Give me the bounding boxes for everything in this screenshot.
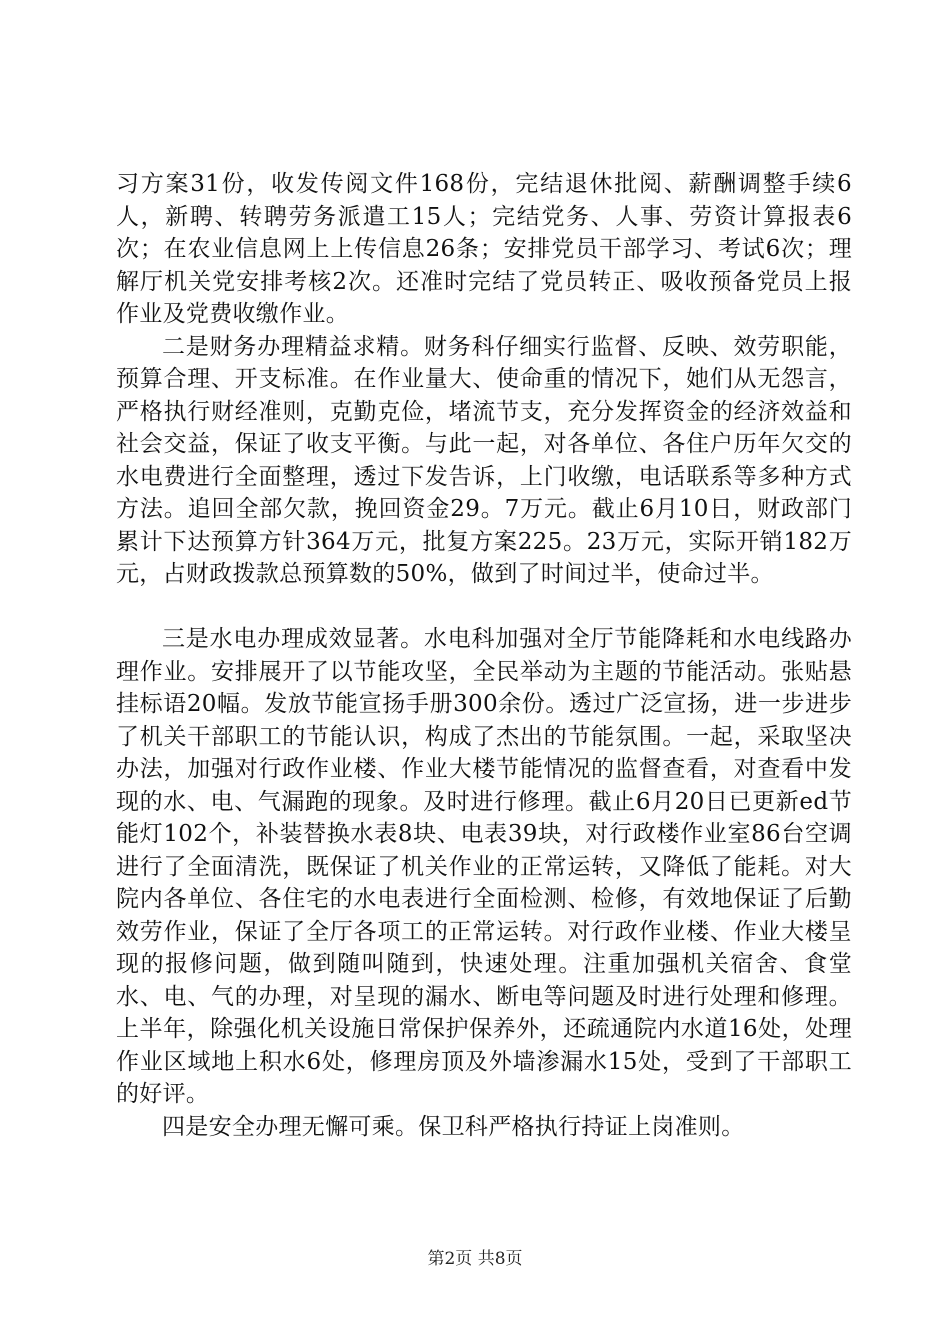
paragraph-gap [116,591,852,624]
page-footer: 第2页 共8页 [427,1249,523,1269]
paragraph-utilities: 三是水电办理成效显著。水电科加强对全厅节能降耗和水电线路办理作业。安排展开了以节能攻坚，全民举动为主题的节能活动。张贴悬挂标语20幅。发放节能宣扬手册300余份。透过广泛宣扬，进一步进步了机关干部职工的节能认识，构成了杰出的节能氛围。一起，采取坚决办法，加强对行政作业楼、作业大楼节能情况的监督查看，对查看中发现的水、电、气漏跑的现象。及时进行修理。截止6月20日已更新ed节能灯102个，补装替换水表8块、电表39块，对行政楼作业室86台空调进行了全面清洗，既保证了机关作业的正常运转，又降低了能耗。对大院内各单位、各住宅的水电表进行全面检测、检修，有效地保证了后勤效劳作业，保证了全厅各项工的正常运转。对行政作业楼、作业大楼呈现的报修问题，做到随叫随到，快速处理。注重加强机关宿舍、食堂水、电、气的办理，对呈现的漏水、断电等问题及时进行处理和修理。上半年，除强化机关设施日常保护保养外，还疏通院内水道16处，处理作业区域地上积水6处，修理房顶及外墙渗漏水15处，受到了干部职工的好评。 [116,626,852,1107]
document-body [116,168,852,1143]
paragraph-security: 四是安全办理无懈可乘。保卫科严格执行持证上岗准则。 [162,1113,745,1140]
paragraph-continuation: 习方案31份，收发传阅文件168份，完结退休批阅、薪酬调整手续6人，新聘、转聘劳务派遣工15人；完结党务、人事、劳资计算报表6次；在农业信息网上上传信息26条；安排党员干部学习、考试6次；理解厅机关党安排考核2次。还准时完结了党员转正、吸收预备党员上报作业及党费收缴作业。 [116,171,852,327]
paragraph-finance: 二是财务办理精益求精。财务科仔细实行监督、反映、效劳职能，预算合理、开支标准。在作业量大、使命重的情况下，她们从无怨言，严格执行财经准则，克勤克俭，堵流节支，充分发挥资金的经济效益和社会交益，保证了收支平衡。与此一起，对各单位、各住户历年欠交的水电费进行全面整理，透过下发告诉，上门收缴，电话联系等多种方式方法。追回全部欠款，挽回资金29。7万元。截止6月10日，财政部门累计下达预算方针364万元，批复方案225。23万元，实际开销182万元，占财政拨款总预算数的50%，做到了时间过半，使命过半。 [116,333,852,587]
